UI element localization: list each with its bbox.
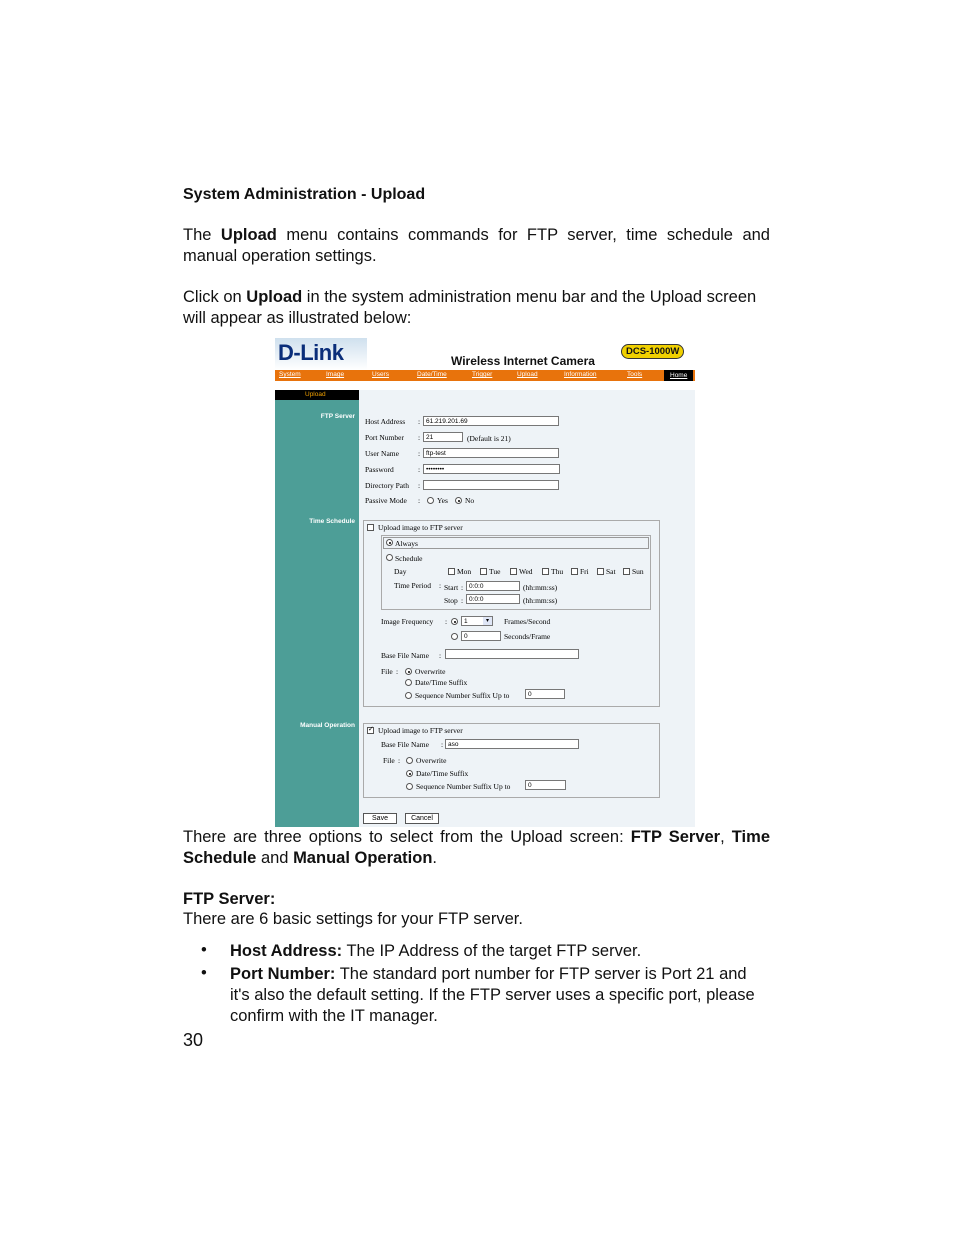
- seq-suffix-radio[interactable]: [405, 692, 412, 699]
- port-note: (Default is 21): [467, 434, 511, 443]
- frequency-label: Image Frequency: [381, 617, 434, 626]
- schedule-radio[interactable]: [386, 554, 393, 561]
- cancel-button[interactable]: Cancel: [405, 813, 439, 824]
- text: ,: [720, 828, 732, 846]
- colon: :: [439, 581, 442, 590]
- frames-per-second-label: Frames/Second: [504, 617, 551, 626]
- time-schedule-term: Time Schedule: [183, 828, 770, 867]
- manual-base-label: Base File Name: [381, 740, 429, 749]
- user-label: User Name: [365, 449, 399, 458]
- intro-paragraph-2: [183, 287, 770, 329]
- dir-input[interactable]: [423, 480, 559, 490]
- host-input[interactable]: 61.219.201.69: [423, 416, 559, 426]
- seq-suffix-input[interactable]: 0: [525, 689, 565, 699]
- day-sat-label: Sat: [606, 567, 616, 576]
- upload-form: [359, 390, 695, 827]
- upload-screenshot: [275, 338, 695, 827]
- text: menu contains commands for FTP server, time schedule and manual operation settings.: [183, 226, 770, 265]
- bullet-marker: •: [201, 941, 207, 959]
- text: .: [432, 849, 438, 867]
- date-suffix-label: Date/Time Suffix: [415, 678, 468, 687]
- colon: :: [418, 481, 421, 490]
- chevron-down-icon: ▾: [483, 617, 492, 625]
- manual-seq-suffix-label: Sequence Number Suffix Up to: [416, 782, 511, 791]
- menu-datetime[interactable]: Date/Time: [417, 371, 447, 378]
- schedule-label: Schedule: [395, 554, 423, 563]
- day-sun-checkbox[interactable]: [623, 568, 630, 575]
- colon: :: [418, 433, 421, 442]
- label-time-schedule: Time Schedule: [309, 518, 355, 525]
- passive-label: Passive Mode: [365, 496, 407, 505]
- colon: :: [418, 496, 421, 505]
- passive-no-label: No: [465, 496, 475, 505]
- date-suffix-radio[interactable]: [405, 679, 412, 686]
- manual-base-input[interactable]: aso: [445, 739, 579, 749]
- sidebar: [275, 390, 359, 827]
- manual-date-suffix-label: Date/Time Suffix: [416, 769, 469, 778]
- host-label: Host Address: [365, 417, 406, 426]
- colon: :: [461, 596, 464, 605]
- day-fri-label: Fri: [580, 567, 589, 576]
- stop-input[interactable]: 0:0:0: [466, 594, 520, 604]
- always-row: [383, 537, 649, 549]
- menu-image[interactable]: Image: [326, 371, 345, 378]
- text: and: [256, 849, 294, 867]
- colon: :: [445, 617, 448, 626]
- day-tue-label: Tue: [489, 567, 501, 576]
- passive-yes-radio[interactable]: [427, 497, 434, 504]
- colon: :: [441, 740, 444, 749]
- upload-term: Upload: [220, 226, 277, 244]
- password-input[interactable]: ••••••••: [423, 464, 560, 474]
- colon: :: [418, 417, 421, 426]
- bullet-term: Host Address:: [230, 942, 343, 960]
- bullet-desc: The standard port number for FTP server is Port 21 and it's also the default setting. If the FTP server uses a specific port, please confirm with the IT manager.: [230, 965, 755, 1025]
- always-label: Always: [395, 539, 418, 548]
- day-sat-checkbox[interactable]: [597, 568, 604, 575]
- model-badge: DCS-1000W: [621, 344, 684, 359]
- start-input[interactable]: 0:0:0: [466, 581, 520, 591]
- manual-seq-suffix-radio[interactable]: [406, 783, 413, 790]
- bullet-marker: •: [201, 964, 207, 982]
- menu-upload[interactable]: Upload: [517, 371, 538, 378]
- base-file-input[interactable]: [445, 649, 579, 659]
- day-label: Day: [394, 567, 407, 576]
- file-label: File: [381, 667, 393, 676]
- port-input[interactable]: 21: [423, 432, 463, 442]
- menu-home[interactable]: Home: [664, 370, 693, 381]
- save-button[interactable]: Save: [363, 813, 397, 824]
- seq-suffix-label: Sequence Number Suffix Up to: [415, 691, 510, 700]
- seconds-input[interactable]: 0: [461, 631, 501, 641]
- seconds-radio[interactable]: [451, 633, 458, 640]
- day-wed-checkbox[interactable]: [510, 568, 517, 575]
- stop-format: (hh:mm:ss): [523, 596, 558, 605]
- manual-seq-input[interactable]: 0: [525, 780, 566, 790]
- manual-overwrite-radio[interactable]: [406, 757, 413, 764]
- passive-yes-label: Yes: [437, 496, 448, 505]
- frequency-value: 1: [464, 618, 468, 625]
- menu-tools[interactable]: Tools: [627, 371, 643, 378]
- colon: :: [418, 465, 421, 474]
- colon: :: [418, 449, 421, 458]
- page-number: 30: [183, 1030, 204, 1050]
- day-sun-label: Sun: [632, 567, 644, 576]
- passive-no-radio[interactable]: [455, 497, 462, 504]
- day-tue-checkbox[interactable]: [480, 568, 487, 575]
- day-thu-label: Thu: [551, 567, 564, 576]
- menu-system[interactable]: System: [279, 371, 301, 378]
- colon: :: [396, 667, 399, 676]
- brand-bar: [275, 338, 695, 370]
- text: The: [183, 226, 221, 244]
- bullet-desc: The IP Address of the target FTP server.: [342, 942, 642, 960]
- always-radio[interactable]: [386, 539, 393, 546]
- menu-users[interactable]: Users: [372, 371, 389, 378]
- day-wed-label: Wed: [519, 567, 533, 576]
- frequency-select[interactable]: [461, 616, 493, 626]
- colon: :: [461, 583, 464, 592]
- text: There are three options to select from the Upload screen:: [183, 828, 631, 846]
- label-ftp-server: FTP Server: [320, 413, 355, 420]
- day-mon-checkbox[interactable]: [448, 568, 455, 575]
- bullet-port-number: [230, 964, 770, 1027]
- menu-trigger[interactable]: Trigger: [472, 371, 493, 378]
- options-paragraph: [183, 827, 770, 869]
- product-name: Wireless Internet Camera: [451, 354, 595, 368]
- section-heading: System Administration - Upload: [183, 186, 426, 203]
- day-mon-label: Mon: [457, 567, 472, 576]
- frames-radio[interactable]: [451, 618, 458, 625]
- schedule-upload-checkbox[interactable]: [367, 524, 374, 531]
- colon: :: [439, 651, 442, 660]
- bullet-term: Port Number:: [230, 965, 336, 983]
- day-thu-checkbox[interactable]: [542, 568, 549, 575]
- manual-file-label: File: [383, 756, 395, 765]
- text: in the system administration menu bar and the Upload screen will appear as illustrated below:: [183, 288, 757, 327]
- menu-bar: [275, 370, 695, 381]
- label-manual-operation: Manual Operation: [300, 722, 355, 729]
- manual-overwrite-label: Overwrite: [416, 756, 447, 765]
- menu-information[interactable]: Information: [564, 371, 597, 378]
- manual-upload-checkbox[interactable]: [367, 727, 374, 734]
- ftp-server-term: FTP Server: [630, 828, 721, 846]
- upload-term: Upload: [246, 288, 303, 306]
- start-label: Start: [444, 583, 459, 592]
- text: Click on: [183, 288, 247, 306]
- sidebar-upload-tab[interactable]: [275, 390, 359, 400]
- intro-paragraph-1: [183, 225, 770, 267]
- overwrite-label: Overwrite: [415, 667, 446, 676]
- manual-date-suffix-radio[interactable]: [406, 770, 413, 777]
- colon: :: [398, 756, 401, 765]
- dlink-logo: D-Link: [278, 340, 344, 365]
- tab-label: Upload: [305, 391, 326, 398]
- schedule-upload-label: Upload image to FTP server: [378, 523, 463, 532]
- manual-upload-label: Upload image to FTP server: [378, 726, 463, 735]
- port-label: Port Number: [365, 433, 404, 442]
- bullet-host-address: [230, 941, 770, 962]
- password-label: Password: [365, 465, 394, 474]
- ftp-heading: FTP Server:: [183, 890, 276, 908]
- user-input[interactable]: ftp-test: [423, 448, 559, 458]
- manual-operation-term: Manual Operation: [293, 849, 433, 867]
- day-fri-checkbox[interactable]: [571, 568, 578, 575]
- time-period-label: Time Period: [394, 581, 432, 590]
- seconds-per-frame-label: Seconds/Frame: [504, 632, 551, 641]
- base-file-label: Base File Name: [381, 651, 429, 660]
- stop-label: Stop: [444, 596, 458, 605]
- ftp-intro: There are 6 basic settings for your FTP server.: [183, 910, 523, 928]
- dir-label: Directory Path: [365, 481, 409, 490]
- start-format: (hh:mm:ss): [523, 583, 558, 592]
- overwrite-radio[interactable]: [405, 668, 412, 675]
